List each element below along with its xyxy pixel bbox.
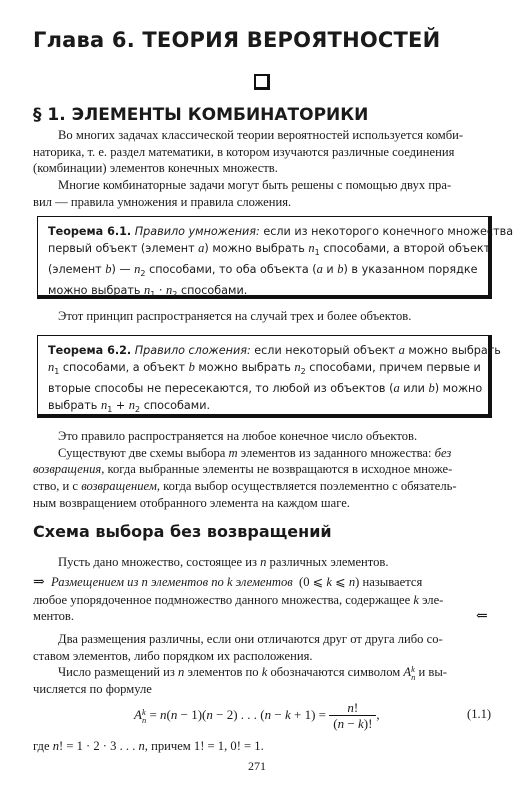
math-b: b	[428, 381, 435, 396]
theorem-line	[48, 359, 501, 380]
math-sub: 2	[140, 269, 146, 279]
section-title: § 1. ЭЛЕМЕНТЫ КОМБИНАТОРИКИ	[33, 105, 369, 125]
text: Число размещений из	[58, 665, 179, 679]
text: можно выбрать	[194, 361, 295, 374]
text-line	[33, 461, 493, 478]
text-line: числяется по формуле	[33, 682, 152, 697]
text: различных элементов.	[266, 555, 389, 569]
definition-block	[33, 574, 493, 625]
text: Существуют две схемы выбора	[58, 445, 229, 460]
paragraph-factorial	[33, 738, 493, 755]
theorem-label: Теорема 6.1.	[48, 225, 132, 238]
subsection-title: Схема выбора без возвращений	[33, 522, 332, 541]
text: способами, а объект	[59, 361, 189, 374]
text: первый объект (элемент	[48, 242, 199, 255]
math-n2: n	[134, 262, 141, 277]
text: если из некоторого конечного множества	[259, 225, 514, 238]
math-sub: 1	[150, 290, 156, 300]
text: или	[399, 382, 429, 396]
text: и вы-	[415, 665, 447, 679]
text-line: Это правило распространяется на любое конечное число объектов.	[58, 429, 418, 443]
text: где	[33, 739, 53, 753]
text-line	[33, 160, 493, 177]
text-line	[33, 194, 493, 211]
theorem-box-1	[37, 216, 514, 300]
text-line: ным возвращением отобранного элемента на каждом шаге.	[33, 495, 350, 510]
text-line	[33, 608, 493, 625]
theorem-line	[48, 223, 513, 240]
text: можно выбрать	[48, 284, 145, 298]
intro-paragraph-1	[33, 127, 493, 177]
math-n1: n	[100, 398, 108, 413]
text: Многие комбинаторные задачи могут быть решены с помощью двух пра-	[58, 178, 452, 192]
equation-number: (1.1)	[467, 707, 492, 721]
math-n: n	[178, 665, 185, 679]
term: элементов	[232, 575, 293, 589]
math-indices: k n	[411, 664, 416, 683]
text: ство, и с	[33, 479, 82, 494]
math-n2: n	[294, 360, 301, 374]
text-line: где n! = 1 · 2 · 3 . . . n, причем 1! = 1, 0! = 1.	[33, 739, 264, 753]
math-a: a	[398, 343, 405, 357]
right-double-arrow-icon: ⇒	[33, 575, 45, 590]
text-line	[33, 592, 493, 609]
theorem-name: Правило умножения:	[134, 225, 260, 238]
text: способами.	[177, 284, 248, 298]
math-m: m	[228, 445, 238, 460]
math-sub: 2	[300, 367, 306, 377]
text: эле-	[418, 592, 444, 607]
text: ) можно	[434, 382, 483, 396]
text: ) можно выбрать	[204, 242, 309, 255]
left-double-arrow-icon: ⇐	[476, 609, 488, 624]
text: , причем 1! = 1, 0! = 1.	[144, 739, 264, 753]
term: возвращением	[81, 479, 157, 494]
paragraph-after-theorem-2	[33, 428, 493, 512]
chapter-title: Глава 6. ТЕОРИЯ ВЕРОЯТНОСТЕЙ	[33, 28, 441, 52]
math-sub: 2	[135, 405, 141, 415]
math-a: a	[316, 262, 323, 277]
text: выбрать	[48, 399, 101, 413]
text: обозначаются символом	[267, 665, 404, 679]
text: , когда выбранные элементы не возвращаются в исходное множе-	[101, 462, 453, 477]
text: ) —	[111, 263, 135, 277]
term: элементов по	[147, 575, 227, 589]
text: элементов из заданного множества:	[237, 445, 435, 460]
math-sub: 1	[107, 405, 113, 415]
text: (комбинации) элементов конечных множеств.	[33, 161, 278, 176]
text: и	[322, 263, 338, 277]
intro-paragraph-2	[33, 177, 493, 210]
text: способами, то оба объекта (	[145, 263, 317, 277]
math-k: k	[226, 575, 233, 589]
math-n: n	[141, 575, 148, 589]
math-n1: n	[48, 360, 55, 374]
theorem-line	[48, 240, 513, 261]
text: ментов.	[33, 609, 75, 624]
text: способами, а второй объект	[319, 242, 491, 255]
text-line	[33, 445, 493, 462]
text-line: ставом элементов, либо порядком их расположения.	[33, 648, 313, 663]
text-line	[33, 177, 493, 194]
formula-1-1: Ak n = n(n − 1)(n − 2) . . . (n − k + 1) = $\frac{n!}{(n - k)!}$ ,	[134, 700, 380, 731]
theorem-name: Правило сложения:	[134, 344, 251, 357]
text: способами.	[140, 399, 211, 413]
math-n1: n	[308, 241, 315, 255]
theorem-box-2	[37, 335, 501, 418]
math-b: b	[105, 262, 112, 277]
text: вил — правила умножения и правила сложения.	[33, 194, 292, 209]
text: способами, причем первые и	[305, 361, 481, 374]
math-sub: 1	[54, 367, 60, 377]
theorem-line: можно выбрать $n_1 \cdot n_2$ способами.	[48, 283, 248, 300]
text: Пусть дано множество, состоящее из	[58, 555, 261, 569]
text: любое упорядоченное подмножество данного множества, содержащее	[33, 592, 414, 607]
theorem-line	[48, 261, 513, 282]
math-k: k	[261, 665, 268, 679]
math-n: n	[260, 555, 267, 569]
text: называется	[359, 575, 423, 589]
math-n1: n	[144, 283, 151, 298]
text: вторые способы не пересекаются, то любой из объектов (	[48, 382, 394, 396]
text-line: Два размещения различны, если они отличаются друг от друга либо со-	[58, 632, 443, 646]
text-line	[33, 554, 493, 571]
term: возвращения	[33, 462, 102, 477]
math-k: k	[413, 592, 419, 607]
text-line: ⇒ Размещением из n элементов по k элементов (0 ⩽ k ⩽ n) называется	[33, 575, 423, 590]
text-line	[33, 127, 493, 144]
theorem-line	[48, 342, 501, 359]
math-sub: 1	[314, 248, 320, 258]
page-number: 271	[248, 759, 266, 773]
paragraph-set-definition	[33, 554, 493, 571]
math-n2: n	[128, 398, 136, 413]
theorem-line: выбрать $n_1 + n_2$ способами.	[48, 398, 211, 415]
term: без	[434, 445, 452, 460]
text-line	[33, 664, 493, 681]
paragraph-arrangement-count	[33, 664, 493, 698]
math-a: a	[198, 241, 205, 255]
math-a: a	[393, 381, 400, 396]
text: если некоторый объект	[250, 344, 399, 357]
text: наторика, т. е. раздел математики, в котором изучаются различные соединения	[33, 144, 455, 159]
math-sub: 2	[172, 290, 178, 300]
square-icon	[254, 74, 270, 90]
text-line	[33, 478, 493, 495]
term: Размещением из	[51, 575, 142, 589]
text: Во многих задачах классической теории вероятностей используется комби-	[58, 128, 464, 142]
text: , когда выбор осуществляется поэлементно с обязатель-	[156, 479, 457, 494]
math-b: b	[337, 262, 344, 277]
math-b: b	[188, 360, 195, 374]
text: можно выбрать	[404, 344, 501, 357]
math-n2: n	[166, 283, 173, 298]
text: ) в указанном порядке	[343, 263, 478, 277]
math-A: A	[403, 665, 412, 679]
theorem-line	[48, 380, 501, 397]
paragraph-arrangements-differ	[33, 631, 493, 664]
theorem-2-text	[48, 342, 501, 418]
text: (элемент	[48, 263, 106, 277]
theorem-1-text	[48, 223, 513, 304]
theorem-label: Теорема 6.2.	[48, 344, 132, 357]
text: элементов по	[184, 665, 262, 679]
text-line	[33, 144, 493, 161]
text-line: Этот принцип распространяется на случай трех и более объектов.	[58, 309, 412, 323]
paragraph-after-theorem-1	[33, 308, 493, 325]
fraction: $\frac{n!}{(n - k)!}$	[329, 700, 376, 732]
